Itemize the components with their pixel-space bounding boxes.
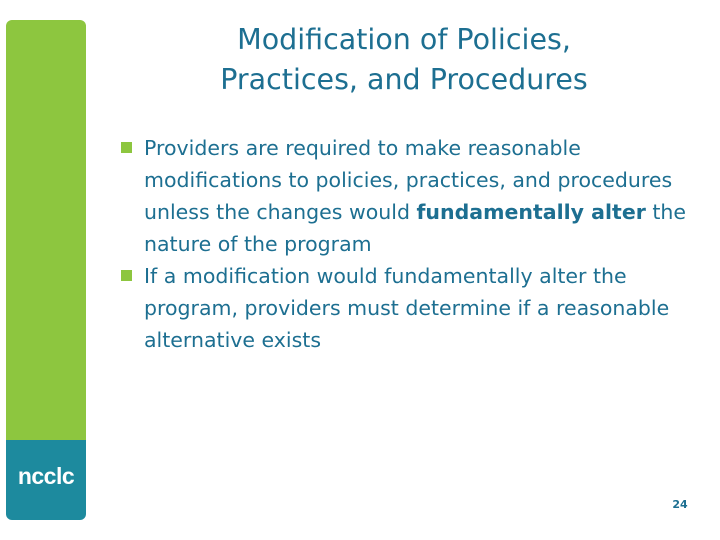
bullet-text-emphasis: fundamentally alter	[416, 200, 646, 224]
slide-title	[120, 20, 688, 100]
sidebar-bar	[6, 20, 86, 520]
bullet-text: If a modification would fundamentally alter the program, providers must determine if a reasonable alternative exists	[144, 264, 670, 352]
square-bullet-icon	[121, 142, 132, 153]
slide-title-line-2: Practices, and Procedures	[220, 63, 588, 96]
logo: ncclc	[17, 463, 75, 489]
bullet-text-pre: Providers are required to make reasonable modifications to policies, practices, and procedures unless the changes would	[144, 136, 673, 224]
square-bullet-icon	[121, 270, 132, 281]
sidebar-green-panel	[6, 20, 86, 440]
bullet-text	[144, 132, 697, 260]
bullet-item	[117, 132, 697, 260]
bullet-list	[117, 132, 697, 356]
page-number: 24	[672, 498, 688, 511]
bullet-item	[117, 260, 697, 356]
slide-title-line-1: Modification of Policies,	[237, 23, 571, 56]
bullet-text-post: the nature of the program	[144, 200, 687, 256]
